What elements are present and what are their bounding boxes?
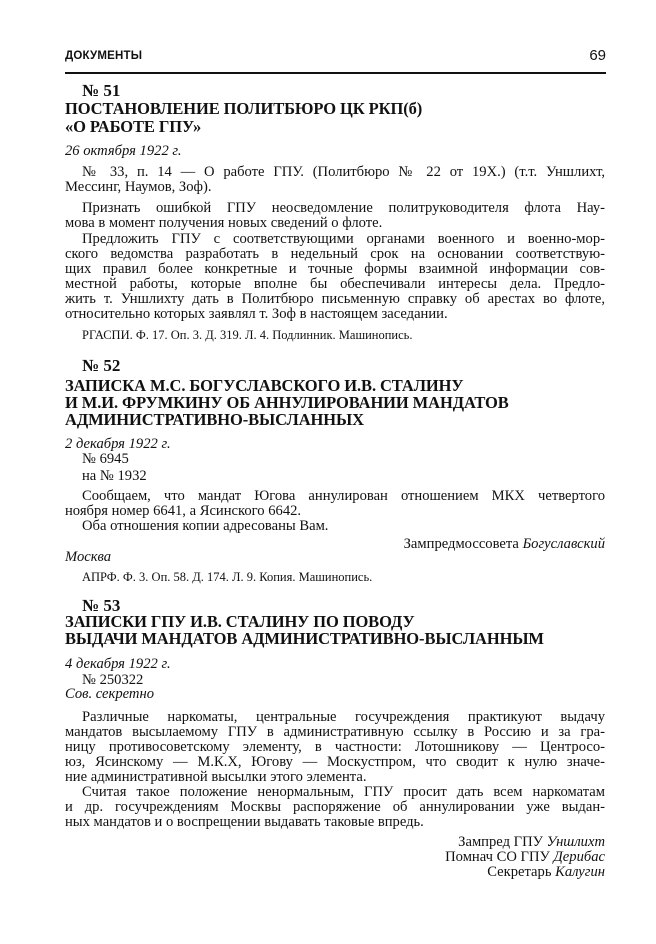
line-text: № 6945 bbox=[82, 451, 129, 467]
document-title bbox=[65, 395, 605, 411]
text-line bbox=[65, 799, 605, 815]
line-text: № 52 bbox=[82, 356, 121, 375]
line-text: ского ведомства разработать в недельный срок на основании соответствую- bbox=[65, 246, 605, 262]
line-text: жить т. Уншлихту дать в Политбюро письменную справку об арестах во флоте, bbox=[65, 291, 605, 307]
line-text: «О РАБОТЕ ГПУ» bbox=[65, 117, 202, 136]
italic-text: Дерибас bbox=[553, 849, 605, 865]
text-line bbox=[65, 518, 605, 534]
line-text: Зампред ГПУ bbox=[458, 834, 547, 850]
line-text: ПОСТАНОВЛЕНИЕ ПОЛИТБЮРО ЦК РКП(б) bbox=[65, 99, 423, 118]
line-text: АДМИНИСТРАТИВНО-ВЫСЛАННЫХ bbox=[65, 410, 364, 429]
signature-line bbox=[65, 864, 605, 880]
text-line bbox=[65, 246, 605, 262]
text-line bbox=[65, 549, 605, 565]
document-title bbox=[65, 412, 605, 428]
line-text: 26 октября 1922 г. bbox=[65, 143, 182, 159]
line-text: № 51 bbox=[82, 81, 121, 100]
archive-reference bbox=[65, 327, 605, 343]
text-line bbox=[65, 261, 605, 277]
line-text: Мессинг, Наумов, Зоф). bbox=[65, 179, 212, 195]
line-text: ницу противосоветскому элементу, в частности: Лотошникову — Центросо- bbox=[65, 739, 605, 755]
text-line bbox=[65, 200, 605, 216]
line-text: относительно которых заявлял т. Зоф в настоящем заседании. bbox=[65, 306, 448, 322]
line-text: Оба отношения копии адресованы Вам. bbox=[82, 518, 329, 534]
italic-text: Уншлихт bbox=[546, 834, 605, 850]
line-text: Различные наркоматы, центральные госучреждения практикуют выдачу bbox=[82, 709, 605, 725]
line-text: и др. госучреждениям Москвы распоряжение об аннулировании уже выдан- bbox=[65, 799, 605, 815]
line-text: РГАСПИ. Ф. 17. Оп. 3. Д. 319. Л. 4. Подлинник. Машинопись. bbox=[82, 328, 413, 342]
text-line bbox=[65, 179, 605, 195]
document-date bbox=[65, 143, 605, 159]
line-text: № 33, п. 14 — О работе ГПУ. (Политбюро № 22 от 19Х.) (т.т. Уншлихт, bbox=[82, 164, 605, 180]
line-text: ных мандатов и о воспрещении выдавать таковые впредь. bbox=[65, 814, 424, 830]
line-text: на № 1932 bbox=[82, 468, 147, 484]
text-line bbox=[65, 686, 605, 702]
italic-text: Сов. секретно bbox=[65, 686, 155, 702]
text-line bbox=[65, 488, 605, 504]
text-line bbox=[65, 164, 605, 180]
document-number bbox=[65, 358, 605, 374]
line-text: ЗАПИСКА М.С. БОГУСЛАВСКОГО И.В. СТАЛИНУ bbox=[65, 376, 464, 395]
line-text: щих правил более конкретные и точные формы взаимной информации сов- bbox=[65, 261, 605, 277]
italic-text: Калугин bbox=[555, 864, 605, 880]
text-line bbox=[65, 709, 605, 725]
line-text: местной работы, которые вполне бы обеспечивали интересы дела. Предло- bbox=[65, 276, 605, 292]
page-number: 69 bbox=[589, 47, 606, 64]
line-text: мандатов высылаемому ГПУ в административную ссылку в Россию и за гра- bbox=[65, 724, 605, 740]
line-text: 4 декабря 1922 г. bbox=[65, 656, 171, 672]
line-text: Считая такое положение ненормальным, ГПУ просит дать всем наркоматам bbox=[82, 784, 605, 800]
line-text: Признать ошибкой ГПУ неосведомление политруководителя флота Нау- bbox=[82, 200, 605, 216]
text-line bbox=[65, 231, 605, 247]
document-title bbox=[65, 378, 605, 394]
line-text: И М.И. ФРУМКИНУ ОБ АННУЛИРОВАНИИ МАНДАТОВ bbox=[65, 393, 509, 412]
line-text: ВЫДАЧИ МАНДАТОВ АДМИНИСТРАТИВНО-ВЫСЛАННЫМ bbox=[65, 629, 544, 648]
document-title bbox=[65, 631, 605, 647]
text-line bbox=[65, 503, 605, 519]
line-text: юз, Ясинскому — М.К.Х, Югову — Москустпром, что сводит к нулю значе- bbox=[65, 754, 605, 770]
signature-line bbox=[65, 849, 605, 865]
line-text: Зампредмоссовета bbox=[403, 536, 523, 552]
document-number bbox=[65, 83, 605, 99]
text-line bbox=[65, 784, 605, 800]
document-date bbox=[65, 656, 605, 672]
line-text: Секретарь bbox=[487, 864, 556, 880]
text-line bbox=[65, 276, 605, 292]
document-title bbox=[65, 119, 605, 135]
document-title bbox=[65, 101, 605, 117]
text-line bbox=[65, 769, 605, 785]
line-text: ЗАПИСКИ ГПУ И.В. СТАЛИНУ ПО ПОВОДУ bbox=[65, 612, 415, 631]
line-text: 2 декабря 1922 г. bbox=[65, 436, 171, 452]
text-line bbox=[65, 468, 605, 484]
line-text: № 250322 bbox=[82, 672, 144, 688]
text-line bbox=[65, 724, 605, 740]
document-title bbox=[65, 614, 605, 630]
document-date bbox=[65, 436, 605, 452]
archive-reference bbox=[65, 569, 605, 585]
italic-text: Богуславский bbox=[522, 536, 605, 552]
text-line bbox=[65, 306, 605, 322]
text-line bbox=[65, 739, 605, 755]
line-text: мова в момент получения новых сведений о флоте. bbox=[65, 215, 383, 231]
text-line bbox=[65, 291, 605, 307]
running-header-section: ДОКУМЕНТЫ bbox=[65, 50, 143, 62]
text-line bbox=[65, 814, 605, 830]
line-text: № 53 bbox=[82, 596, 121, 615]
text-line bbox=[65, 451, 605, 467]
line-text: ние административной высылки этого элемента. bbox=[65, 769, 367, 785]
signature-line bbox=[65, 834, 605, 850]
italic-text: Москва bbox=[65, 549, 112, 565]
header-rule bbox=[65, 72, 606, 74]
text-line bbox=[65, 215, 605, 231]
line-text: Сообщаем, что мандат Югова аннулирован отношением МКХ четвертого bbox=[82, 488, 605, 504]
line-text: АПРФ. Ф. 3. Оп. 58. Д. 174. Л. 9. Копия. Машинопись. bbox=[82, 570, 373, 584]
text-line bbox=[65, 754, 605, 770]
line-text: ноября номер 6641, а Ясинского 6642. bbox=[65, 503, 302, 519]
line-text: Помнач СО ГПУ bbox=[445, 849, 554, 865]
line-text: Предложить ГПУ с соответствующими органами военного и военно-мор- bbox=[82, 231, 605, 247]
